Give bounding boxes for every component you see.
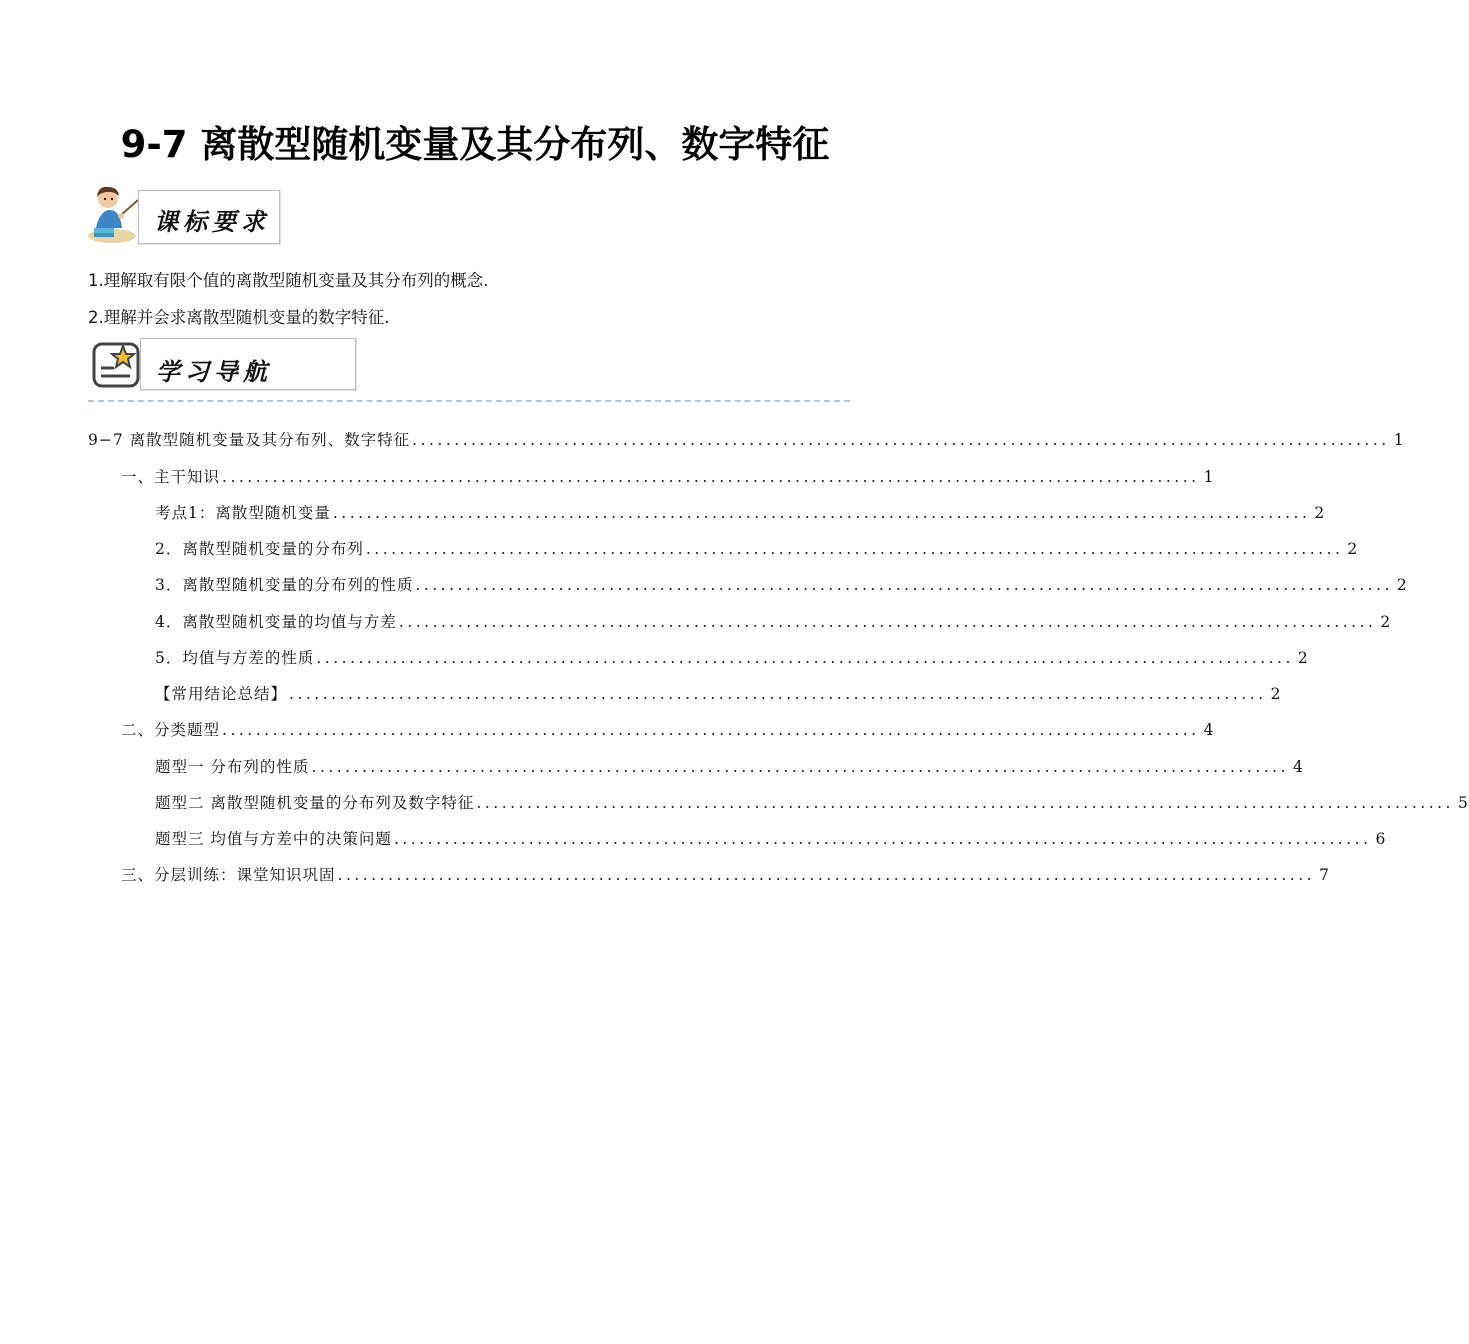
banner-label: 学习导航 xyxy=(156,357,272,386)
toc-page-number: 4 xyxy=(1292,758,1304,776)
toc-leader: .................................................................................................................... xyxy=(222,468,1200,486)
toc-entry-text: 3．离散型随机变量的分布列的性质 xyxy=(155,576,414,594)
toc-entry-text: 2．离散型随机变量的分布列 xyxy=(155,540,364,558)
toc-entry[interactable] xyxy=(121,465,1215,487)
toc-leader: .................................................................................................................... xyxy=(289,685,1267,703)
toc-entry-text: 题型一 分布列的性质 xyxy=(155,758,310,776)
banner-label: 课标要求 xyxy=(154,207,270,236)
toc-page-number: 2 xyxy=(1347,540,1359,558)
toc-leader: .................................................................................................................... xyxy=(337,866,1316,884)
toc-entry[interactable] xyxy=(155,791,1469,813)
toc-leader: .................................................................................................................... xyxy=(412,431,1390,449)
section-banner-curriculum xyxy=(86,184,286,248)
toc-entry[interactable] xyxy=(155,827,1387,849)
toc-entry[interactable] xyxy=(88,428,1405,450)
toc-page-number: 2 xyxy=(1297,649,1309,667)
toc-page-number: 2 xyxy=(1396,576,1408,594)
toc-entry[interactable] xyxy=(155,573,1408,595)
toc-entry-text: 题型二 离散型随机变量的分布列及数字特征 xyxy=(155,794,475,812)
toc-entry-text: 4．离散型随机变量的均值与方差 xyxy=(155,613,397,631)
toc-page-number: 1 xyxy=(1203,468,1215,486)
toc-page-number: 4 xyxy=(1203,721,1215,739)
toc-entry-text: 一、主干知识 xyxy=(121,468,221,486)
toc-entry[interactable] xyxy=(155,537,1359,559)
page-title: 9-7 离散型随机变量及其分布列、数字特征 xyxy=(120,123,830,166)
toc-leader: .................................................................................................................... xyxy=(398,613,1377,631)
toc-leader: .................................................................................................................... xyxy=(311,758,1289,776)
toc-page-number: 2 xyxy=(1314,504,1326,522)
toc-entry[interactable] xyxy=(155,682,1282,704)
toc-leader: .................................................................................................................... xyxy=(415,576,1393,594)
toc-entry-text: 二、分类题型 xyxy=(121,721,221,739)
section-banner-navigation xyxy=(88,338,358,392)
toc-page-number: 2 xyxy=(1380,613,1392,631)
toc-page-number: 1 xyxy=(1393,431,1405,449)
toc-entry[interactable] xyxy=(155,755,1304,777)
toc-leader: .................................................................................................................... xyxy=(222,721,1200,739)
requirement-item: 1.理解取有限个值的离散型随机变量及其分布列的概念. xyxy=(88,271,489,290)
toc-entry-text: 9−7 离散型随机变量及其分布列、数字特征 xyxy=(88,431,411,449)
toc-entry-text: 考点1：离散型随机变量 xyxy=(155,504,331,522)
toc-leader: .................................................................................................................... xyxy=(476,794,1454,812)
toc-page-number: 2 xyxy=(1270,685,1282,703)
toc-leader: .................................................................................................................... xyxy=(332,504,1311,522)
toc-entry[interactable] xyxy=(121,718,1215,740)
star-notes-icon xyxy=(90,340,142,390)
toc-entry[interactable] xyxy=(155,501,1326,523)
toc-entry[interactable] xyxy=(121,863,1330,885)
toc-leader: .................................................................................................................... xyxy=(316,649,1294,667)
toc-leader: .................................................................................................................... xyxy=(393,830,1372,848)
toc-entry[interactable] xyxy=(155,610,1392,632)
section-divider xyxy=(88,400,850,402)
toc-page-number: 5 xyxy=(1457,794,1469,812)
toc-page-number: 6 xyxy=(1375,830,1387,848)
toc-entry-text: 【常用结论总结】 xyxy=(155,685,288,703)
teacher-icon xyxy=(86,184,142,246)
requirement-item: 2.理解并会求离散型随机变量的数字特征. xyxy=(88,308,390,327)
toc-entry-text: 5．均值与方差的性质 xyxy=(155,649,315,667)
toc-page-number: 7 xyxy=(1319,866,1330,884)
toc-entry-text: 三、分层训练：课堂知识巩固 xyxy=(121,866,336,884)
toc-leader: .................................................................................................................... xyxy=(365,540,1344,558)
toc-entry-text: 题型三 均值与方差中的决策问题 xyxy=(155,830,392,848)
toc-entry[interactable] xyxy=(155,646,1309,668)
